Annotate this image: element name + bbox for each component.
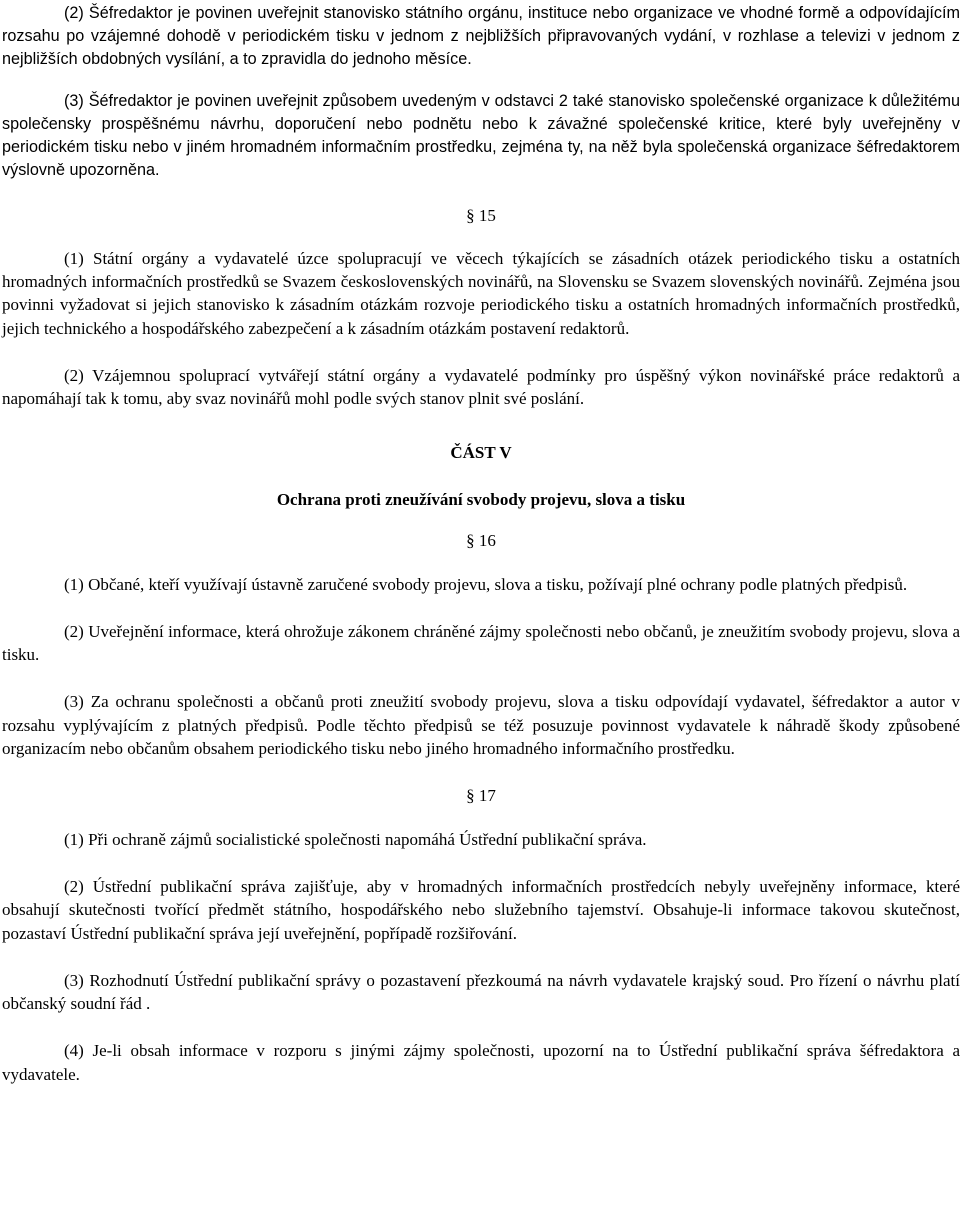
paragraph-15-2: (2) Vzájemnou spoluprací vytvářejí státní orgány a vydavatelé podmínky pro úspěšný výkon novinářské práce redaktorů a napomáhají tak k tomu, aby svaz novinářů mohl podle svých stanov plnit své poslání. bbox=[2, 366, 960, 409]
section-heading-17: § 17 bbox=[466, 786, 496, 806]
part-title: ČÁST V bbox=[450, 442, 512, 462]
paragraph-15-1: (1) Státní orgány a vydavatelé úzce spolupracují ve věcech týkajících se zásadních otázek periodického tisku a ostatních hromadných informačních prostředků se Svazem československých novinářů, na Slovensku se Svazem slovenských novinářů. Zejména jsou povinni vyžadovat si jejich stanovisko k zásadním otázkám rozvoje periodického tisku a ostatních hromadných informačních prostředků, jejich technického a hospodářského zabezpečení a k zásadním otázkám postavení redaktorů. bbox=[2, 248, 960, 338]
paragraph-17-2: (2) Ústřední publikační správa zajišťuje, aby v hromadných informačních prostředcích nebyly uveřejněny informace, které obsahují skutečnosti tvořící předmět státního, hospodářského nebo služebního tajemství. Obsahuje-li informace takovou skutečnost, pozastaví Ústřední publikační správa její uveřejnění, popřípadě rozšiřování. bbox=[2, 876, 960, 943]
paragraph-16-1: (1) Občané, kteří využívají ústavně zaručené svobody projevu, slova a tisku, požívají plné ochrany podle platných předpisů. bbox=[64, 574, 908, 594]
section-heading-15: § 15 bbox=[466, 205, 496, 225]
paragraph-17-4: (4) Je-li obsah informace v rozporu s jinými zájmy společnosti, upozorní na to Ústřední publikační správa šéfredaktora a vydavatele. bbox=[2, 1041, 960, 1084]
part-subtitle: Ochrana proti zneužívání svobody projevu, slova a tisku bbox=[276, 489, 686, 509]
paragraph-17-3: (3) Rozhodnutí Ústřední publikační správy o pozastavení přezkoumá na návrh vydavatele krajský soud. Pro řízení o návrhu platí občanský soudní řád . bbox=[2, 970, 960, 1014]
paragraph-14-3: (3) Šéfredaktor je povinen uveřejnit způsobem uvedeným v odstavci 2 také stanovisko společenské organizace k důležitému společensky prospěšnému návrhu, doporučení nebo podnětu nebo k závažné společenské kritice, které byly uveřejněny v periodickém tisku nebo v jiném hromadném informačním prostředku, zejména ty, na něž byla společenská organizace šéfredaktorem výslovně upozorněna. bbox=[2, 92, 960, 179]
paragraph-16-2: (2) Uveřejnění informace, která ohrožuje zákonem chráněné zájmy společnosti nebo občanů, je zneužitím svobody projevu, slova a tisku. bbox=[2, 621, 960, 665]
section-heading-16: § 16 bbox=[466, 531, 496, 551]
paragraph-17-1: (1) Při ochraně zájmů socialistické společnosti napomáhá Ústřední publikační správa. bbox=[64, 829, 647, 849]
paragraph-14-2: (2) Šéfredaktor je povinen uveřejnit stanovisko státního orgánu, instituce nebo organizace ve vhodné formě a odpovídajícím rozsahu po vzájemné dohodě v periodickém tisku v jednom z nejbližších připravovaných vydání, v rozhlase a televizi v jednom z nejbližších obdobných vysílání, a to zpravidla do jednoho měsíce. bbox=[2, 4, 960, 68]
paragraph-16-3: (3) Za ochranu společnosti a občanů proti zneužití svobody projevu, slova a tisku odpovídají vydavatel, šéfredaktor a autor v rozsahu vyplývajícím z platných předpisů. Podle těchto předpisů se též posuzuje povinnost vydavatele k náhradě škody způsobené organizacím nebo občanům obsahem periodického tisku nebo jiného hromadného informačního prostředku. bbox=[2, 692, 960, 759]
